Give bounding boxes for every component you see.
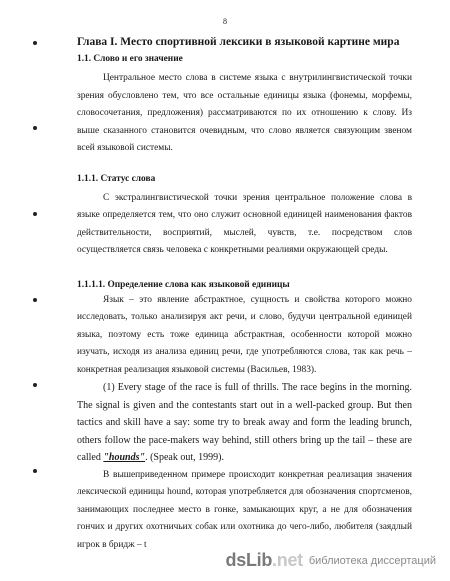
chapter-title: Глава I. Место спортивной лексики в языковой картине мира xyxy=(77,36,400,48)
example-highlight: "hounds" xyxy=(103,452,146,463)
margin-bullet xyxy=(33,126,37,130)
paragraph: С экстралингвистической точки зрения центральное положение слова в языке определяется тем, что оно служит основной единицей наименования фактов действительности, восприятий, мыслей, чувств, т.е. посредством слов осуществляется связь человека с конкретными реалиями окружающей среды. xyxy=(77,192,412,255)
section-heading: 1.1. Слово и его значение xyxy=(77,54,183,64)
margin-bullet xyxy=(33,212,37,216)
paragraph: Язык – это явление абстрактное, сущность и свойства которого можно исследовать, только анализируя акт речи, и слово, будучи центральной единицей языка, поэтому есть тоже единица абстрактная, особенности которой можно изучать, исходя из анализа единиц речи, где употребляются слова, так как речь – конкретная реализация языковой системы (Васильев, 1983). xyxy=(77,294,412,375)
section-heading: 1.1.1.1. Определение слова как языковой единицы xyxy=(77,279,290,290)
margin-bullet xyxy=(33,298,37,302)
example-paragraph xyxy=(77,379,412,467)
margin-bullet xyxy=(33,469,37,473)
paragraph: Центральное место слова в системе языка с внутрилингвистической точки зрения обусловлено тем, что все остальные единицы языка (фонемы, морфемы, словосочетания, предложения) рассматриваются по их отношению к слову. Из выше сказанного становится очевидным, что слово является связующим звеном всей языковой системы. xyxy=(77,73,412,153)
watermark-subtitle: библиотека диссертаций xyxy=(308,554,436,567)
page-number: 8 xyxy=(223,17,227,26)
document-body xyxy=(77,35,412,554)
watermark xyxy=(226,550,436,571)
margin-bullet xyxy=(33,383,37,387)
paragraph: В вышеприведенном примере происходит конкретная реализация значения лексической единицы hound, которая употребляется для обозначения спортсменов, занимающих последнее место в гонке, замыкающих круг, а не для обозначения гончих и других охотничьих собак или охотника до чего-либо, любителя (заядлый игрок в бридж – t xyxy=(77,469,412,550)
example-citation: . (Speak out, 1999). xyxy=(145,452,224,463)
margin-bullet xyxy=(33,41,37,45)
example-text: (1) Every stage of the race is full of thrills. The race begins in the morning. The signal is given and the contestants start out in a well-packed group. But then tactics and skill have a say: some try to break away and form the leading brunch, others follow the pace-makers way behind, still others bring up the tail – these are called xyxy=(77,382,412,463)
section-heading: 1.1.1. Статус слова xyxy=(77,173,156,184)
watermark-logo: dsLib.net xyxy=(225,550,303,570)
